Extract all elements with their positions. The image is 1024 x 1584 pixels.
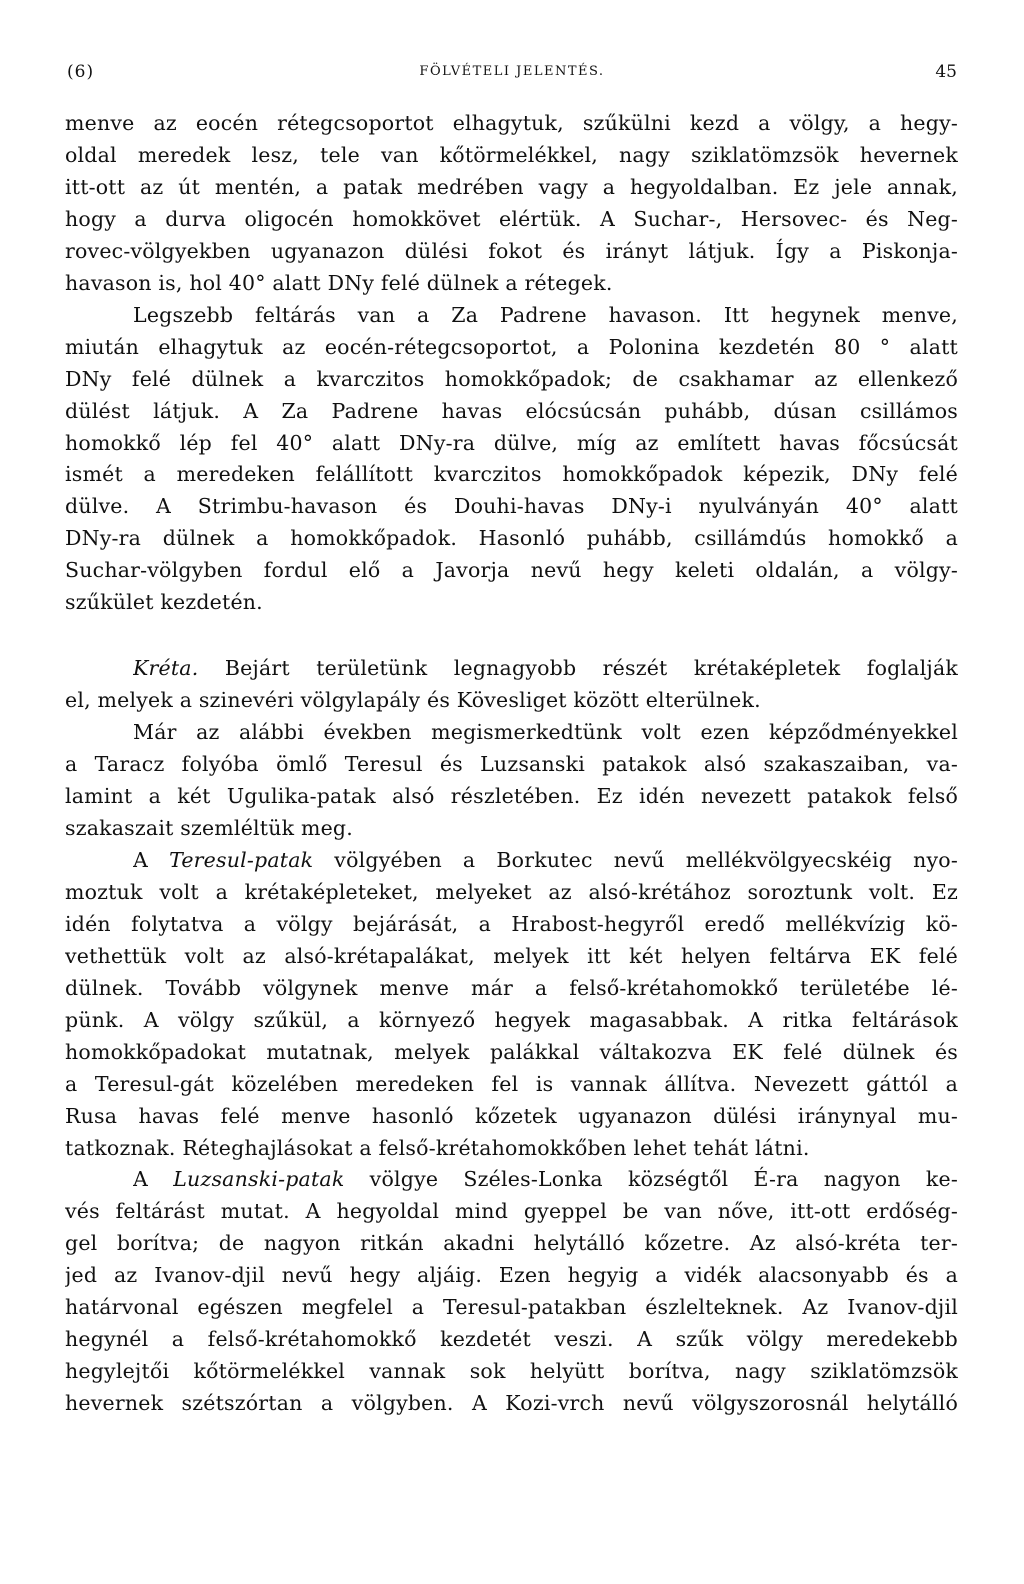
- italic-term: Kréta.: [133, 656, 199, 681]
- text-run: dülve. A Strimbu-havason és Douhi-havas DNy-i nyulványán 40° alatt: [65, 494, 958, 519]
- text-run: ismét a meredeken felállított kvarczitos homokkőpadok képezik, DNy felé: [65, 462, 958, 487]
- text-run: szakaszait szemléltük meg.: [65, 816, 353, 840]
- text-run: hogy a durva oligocén homokkövet elértük. A Suchar-, Hersovec- és Neg-: [65, 206, 958, 231]
- text-run: rovec-völgyekben ugyanazon dülési fokot és irányt látjuk. Így a Piskonja-: [65, 238, 958, 263]
- text-run: Rusa havas felé menve hasonló kőzetek ugyanazon dülési iránynyal mu-: [65, 1103, 958, 1128]
- text-run: völgye Széles-Lonka községtől É-ra nagyon ke-: [344, 1167, 958, 1192]
- text-line: [65, 747, 958, 781]
- text-run: DNy felé dülnek a kvarczitos homokkőpadok; de csakhamar az ellenkező: [65, 366, 958, 391]
- text-line: [65, 553, 958, 587]
- text-run: hegynél a felső-krétahomokkő kezdetét veszi. A szűk völgy meredekebb: [65, 1327, 958, 1352]
- text-run: A: [133, 1167, 174, 1192]
- text-run: a Teresul-gát közelében meredeken fel is vannak állítva. Nevezett gáttól a: [65, 1071, 958, 1096]
- text-run: a Taracz folyóba ömlő Teresul és Luzsanski patakok alsó szakaszaiban, va-: [65, 752, 958, 777]
- text-line: [133, 1162, 958, 1196]
- header-number: (6): [67, 62, 95, 82]
- text-line: [65, 811, 958, 845]
- text-run: tatkoznak. Réteghajlásokat a felső-krétahomokkőben lehet tehát látni.: [65, 1135, 810, 1160]
- text-run: el, melyek a szinevéri völgylapály és Kövesliget között elterülnek.: [65, 688, 761, 713]
- text-line: [65, 585, 958, 619]
- text-line: [65, 1290, 958, 1324]
- text-line: [65, 1131, 958, 1165]
- text-run: miután elhagytuk az eocén-rétegcsoportot, a Polonina kezdetén 80 ° alatt: [65, 334, 958, 359]
- text-line: [133, 843, 958, 877]
- text-run: menve az eocén rétegcsoportot elhagytuk, szűkülni kezd a völgy, a hegy-: [65, 111, 958, 135]
- text-line: [65, 138, 958, 172]
- italic-term: Luzsanski-patak: [173, 1167, 345, 1192]
- text-line: [65, 779, 958, 813]
- text-run: szűkület kezdetén.: [65, 590, 263, 615]
- text-run: Suchar-völgyben fordul elő a Javorja nevű hegy keleti oldalán, a völgy-: [65, 558, 958, 583]
- text-line: [65, 170, 958, 204]
- text-run: idén folytatva a völgy bejárását, a Hrabost-hegyről eredő mellékvízig kö-: [65, 911, 958, 936]
- italic-term: Teresul-patak: [169, 847, 314, 872]
- text-run: hevernek szétszórtan a völgyben. A Kozi-vrch nevű völgyszorosnál helytálló: [65, 1391, 958, 1416]
- text-run: vethettük volt az alsó-krétapalákat, melyek itt két helyen feltárva EK felé: [65, 943, 958, 968]
- page-header: [67, 60, 957, 84]
- text-run: moztuk volt a krétaképleteket, melyeket az alsó-krétához soroztunk volt. Ez: [65, 879, 958, 904]
- text-line: [65, 234, 958, 268]
- text-line: [65, 521, 958, 555]
- text-run: Már az alábbi években megismerkedtünk volt ezen képződményekkel: [133, 720, 958, 745]
- text-line: [65, 1386, 958, 1420]
- text-line: [65, 330, 958, 364]
- text-line: [65, 1322, 958, 1356]
- text-run: homokkőpadokat mutatnak, melyek palákkal váltakozva EK felé dülnek és: [65, 1039, 958, 1064]
- text-line: [133, 651, 958, 685]
- text-run: DNy-ra dülnek a homokkőpadok. Hasonló puhább, csillámdús homokkő a: [65, 526, 958, 551]
- text-line: [65, 1226, 958, 1260]
- running-title: FÖLVÉTELI JELENTÉS.: [419, 64, 605, 79]
- text-run: itt-ott az út mentén, a patak medrében vagy a hegyoldalban. Ez jele annak,: [65, 174, 958, 199]
- text-run: homokkő lép fel 40° alatt DNy-ra dülve, míg az említett havas főcsúcsát: [65, 430, 958, 455]
- text-run: gel borítva; de nagyon ritkán akadni helytálló kőzetre. Az alsó-kréta ter-: [65, 1231, 958, 1256]
- text-line: [65, 394, 958, 428]
- text-line: [65, 1067, 958, 1101]
- text-line: [65, 426, 958, 460]
- text-run: lamint a két Ugulika-patak alsó részletében. Ez idén nevezett patakok felső: [65, 784, 958, 808]
- text-run: havason is, hol 40° alatt DNy felé dülnek a rétegek.: [65, 270, 613, 295]
- text-line: [65, 907, 958, 941]
- text-line: [65, 1003, 958, 1037]
- text-line: [65, 971, 958, 1005]
- text-line: [65, 489, 958, 523]
- text-line: [133, 298, 958, 332]
- text-line: [65, 1258, 958, 1292]
- text-run: dülnek. Tovább völgynek menve már a felső-krétahomokkő területébe lé-: [65, 975, 958, 1000]
- text-line: [65, 1099, 958, 1133]
- text-line: [65, 362, 958, 396]
- text-run: A: [133, 847, 170, 872]
- text-run: hegylejtői kőtörmelékkel vannak sok helyütt borítva, nagy sziklatömzsök: [65, 1359, 958, 1384]
- text-line: [65, 875, 958, 909]
- text-line: [65, 266, 958, 300]
- text-run: oldal meredek lesz, tele van kőtörmelékkel, nagy sziklatömzsök hevernek: [65, 142, 958, 167]
- text-line: [65, 939, 958, 973]
- text-line: [65, 1035, 958, 1069]
- text-line: [65, 457, 958, 491]
- text-run: völgyében a Borkutec nevű mellékvölgyecskéig nyo-: [313, 847, 958, 872]
- text-line: [65, 106, 958, 140]
- text-line: [65, 1194, 958, 1228]
- page-number: 45: [935, 62, 957, 82]
- text-run: vés feltárást mutat. A hegyoldal mind gyeppel be van nőve, itt-ott erdőség-: [65, 1199, 958, 1224]
- text-line: [65, 1354, 958, 1388]
- text-run: dülést látjuk. A Za Padrene havas elócsúcsán puhább, dúsan csillámos: [65, 398, 958, 423]
- text-run: határvonal egészen megfelel a Teresul-patakban észlelteknek. Az Ivanov-djil: [65, 1295, 958, 1320]
- text-line: [65, 202, 958, 236]
- text-line: [65, 683, 958, 717]
- text-line: [133, 715, 958, 749]
- text-run: Legszebb feltárás van a Za Padrene havason. Itt hegynek menve,: [133, 302, 958, 327]
- text-run: jed az Ivanov-djil nevű hegy aljáig. Ezen hegyig a vidék alacsonyabb és a: [65, 1263, 958, 1288]
- text-run: pünk. A völgy szűkül, a környező hegyek magasabbak. A ritka feltárások: [65, 1007, 958, 1032]
- text-run: Bejárt területünk legnagyobb részét krétaképletek foglalják: [198, 656, 958, 681]
